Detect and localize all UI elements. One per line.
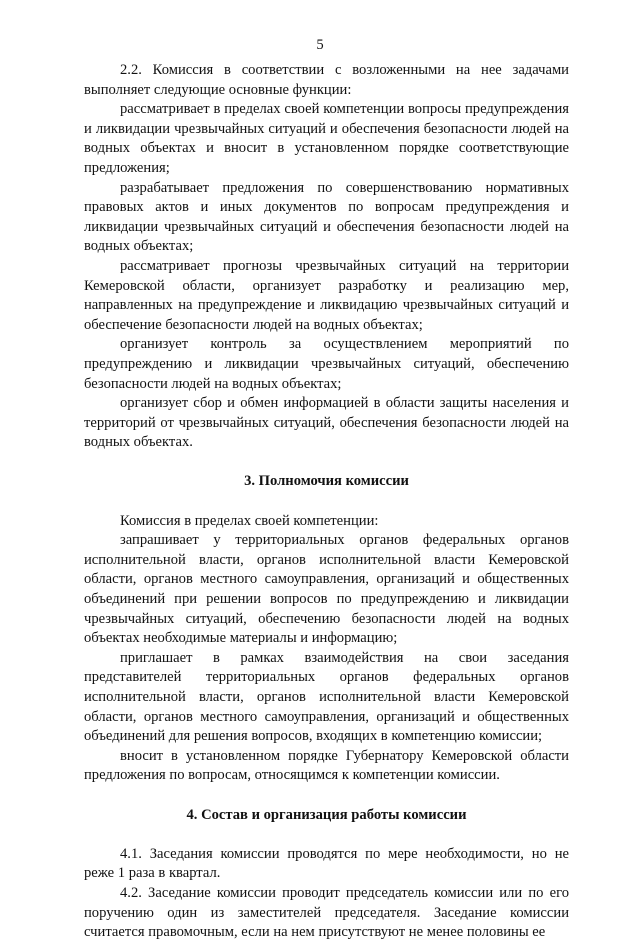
document-body xyxy=(84,61,569,943)
paragraph: разрабатывает предложения по совершенствованию нормативных правовых актов и иных документов по вопросам предупреждения и ликвидации чрезвычайных ситуаций и обеспечения безопасности людей на водных объектах; xyxy=(84,179,569,255)
spacer xyxy=(84,453,569,473)
paragraph: 4.2. Заседание комиссии проводит председатель комиссии или по его поручению один из заместителей председателя. Заседание комиссии считается правомочным, если на нем присутствуют не менее половины ее xyxy=(84,884,569,941)
paragraph: рассматривает прогнозы чрезвычайных ситуаций на территории Кемеровской области, организует разработку и реализацию мер, направленных на предупреждение и ликвидацию чрезвычайных ситуаций и обеспечение безопасности людей на водных объектах; xyxy=(84,257,569,333)
paragraph: запрашивает у территориальных органов федеральных органов исполнительной власти, органов исполнительной власти Кемеровской области, органов местного самоуправления, организаций и общественных объединений при решении вопросов по предупреждению и ликвидации чрезвычайных ситуаций, обеспечению безопасности людей на водных объектах необходимые материалы и информацию; xyxy=(84,532,569,647)
paragraph: организует контроль за осуществлением мероприятий по предупреждению и ликвидации чрезвычайных ситуаций, обеспечению безопасности людей на водных объектах; xyxy=(84,336,569,392)
spacer xyxy=(84,786,569,806)
paragraph: вносит в установленном порядке Губернатору Кемеровской области предложения по вопросам, относящимся к компетенции комиссии. xyxy=(84,747,569,784)
paragraph: рассматривает в пределах своей компетенции вопросы предупреждения и ликвидации чрезвычайных ситуаций и обеспечения безопасности людей на водных объектах и вносит в установленном порядке соответствующие предложения; xyxy=(84,101,569,176)
section-heading: 4. Состав и организация работы комиссии xyxy=(186,806,467,823)
spacer xyxy=(84,825,569,845)
paragraph: приглашает в рамках взаимодействия на свои заседания представителей территориальных органов федеральных органов исполнительной власти, органов исполнительной власти Кемеровской области, органов местного самоуправления, организаций и общественных объединений для решения вопросов, входящих в компетенцию комиссии; xyxy=(84,649,569,745)
paragraph: организует сбор и обмен информацией в области защиты населения и территорий от чрезвычайных ситуаций, обеспечения безопасности людей на водных объектах. xyxy=(84,395,569,451)
spacer xyxy=(84,492,569,512)
page-number: 5 xyxy=(316,37,324,53)
paragraph: 2.2. Комиссия в соответствии с возложенными на нее задачами выполняет следующие основные функции: xyxy=(84,62,569,98)
paragraph: 4.1. Заседания комиссии проводятся по мере необходимости, но не реже 1 раза в квартал. xyxy=(84,845,569,882)
section-heading: 3. Полномочия комиссии xyxy=(244,473,409,490)
paragraph: Комиссия в пределах своей компетенции: xyxy=(120,512,379,529)
